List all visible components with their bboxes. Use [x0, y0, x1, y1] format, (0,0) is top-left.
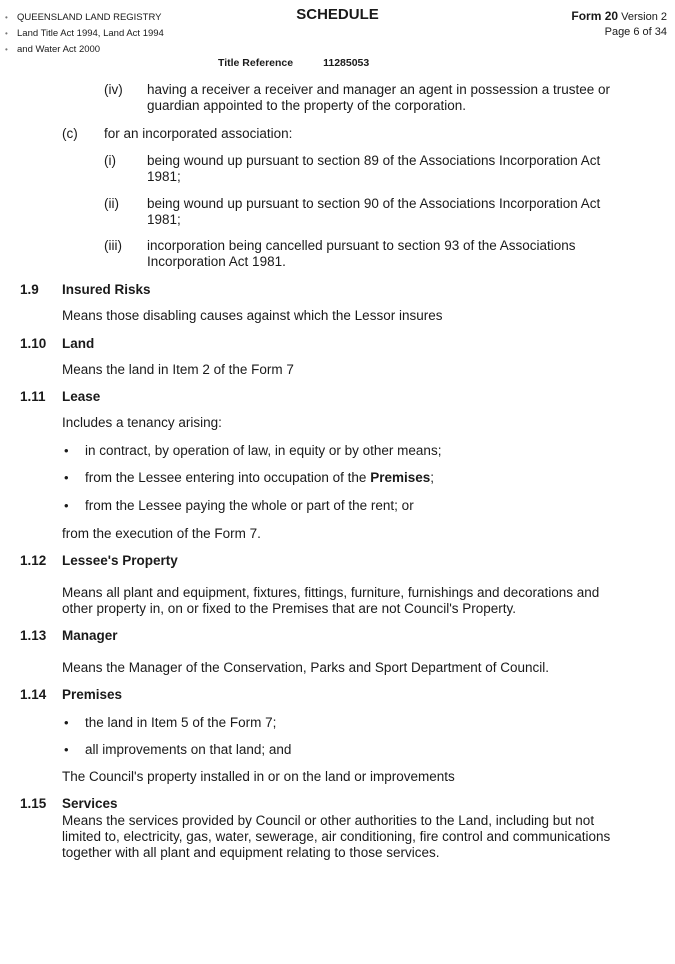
section-1-12-text	[62, 585, 599, 617]
section-1-11-number: 1.11	[20, 389, 46, 404]
form-version: Version 2	[621, 11, 667, 23]
item-c-iii-line-2: Incorporation Act 1981.	[147, 254, 286, 269]
registry-name: QUEENSLAND LAND REGISTRY	[17, 12, 162, 23]
item-c-iii-text	[147, 238, 576, 270]
section-1-9-text: Means those disabling causes against which the Lessor insures	[62, 308, 443, 323]
section-1-11-outro: from the execution of the Form 7.	[62, 526, 261, 541]
bullet-icon: •	[64, 470, 69, 485]
section-1-9-title: Insured Risks	[62, 282, 151, 297]
item-c-ii-text	[147, 196, 600, 228]
bullet-icon: •	[64, 443, 69, 458]
section-1-11-bullet-1: in contract, by operation of law, in equity or by other means;	[85, 443, 442, 458]
form-number: Form 20	[571, 9, 619, 23]
section-1-12-title: Lessee's Property	[62, 553, 178, 568]
section-1-13-number: 1.13	[20, 628, 47, 643]
item-c-i-number: (i)	[104, 153, 116, 168]
section-1-10-text: Means the land in Item 2 of the Form 7	[62, 362, 294, 377]
item-iv-number: (iv)	[104, 82, 123, 97]
item-c-text: for an incorporated association:	[104, 126, 293, 141]
bullet-2-punct: ;	[430, 470, 434, 485]
acts-line-2: and Water Act 2000	[17, 44, 101, 55]
bullet-icon: •	[64, 742, 69, 757]
section-1-15-number: 1.15	[20, 796, 47, 811]
item-c-number: (c)	[62, 126, 78, 141]
page-number: Page 6 of 34	[604, 26, 667, 38]
item-c-iii-line-1: incorporation being cancelled pursuant to section 93 of the Associations	[147, 238, 576, 253]
section-1-14-title: Premises	[62, 687, 123, 702]
section-1-11-title: Lease	[62, 389, 101, 404]
section-1-11-intro: Includes a tenancy arising:	[62, 415, 222, 430]
section-1-9-number: 1.9	[20, 282, 39, 297]
section-1-15-line-1: Means the services provided by Council or other authorities to the Land, including but not	[62, 813, 595, 828]
item-c-i-line-2: 1981;	[147, 169, 181, 184]
section-1-12-line-2: other property in, on or fixed to the Premises that are not Council's Property.	[62, 601, 517, 616]
margin-dot-icon: •	[5, 29, 8, 38]
section-1-10-title: Land	[62, 336, 95, 351]
item-iv-line-2: guardian appointed to the property of the corporation.	[147, 98, 466, 113]
section-1-14-outro: The Council's property installed in or on the land or improvements	[62, 769, 455, 784]
section-1-15-line-3: together with all plant and equipment relating to those services.	[62, 845, 440, 860]
section-1-15-title: Services	[62, 796, 118, 811]
item-c-i-line-1: being wound up pursuant to section 89 of the Associations Incorporation Act	[147, 153, 601, 168]
bullet-2-bold-term: Premises	[370, 470, 431, 485]
title-reference-value: 11285053	[323, 57, 370, 69]
item-iv-text	[147, 82, 610, 114]
item-c-ii-number: (ii)	[104, 196, 119, 211]
form-info	[571, 9, 667, 40]
schedule-heading: SCHEDULE	[296, 6, 379, 23]
item-c-ii-line-2: 1981;	[147, 212, 181, 227]
item-c-iii-number: (iii)	[104, 238, 122, 253]
bullet-2-text: from the Lessee entering into occupation of the	[85, 470, 371, 485]
section-1-11-bullet-3: from the Lessee paying the whole or part of the rent; or	[85, 498, 414, 513]
section-1-15-text	[62, 813, 610, 861]
bullet-icon: •	[64, 715, 69, 730]
section-1-14-number: 1.14	[20, 687, 47, 702]
section-1-12-number: 1.12	[20, 553, 47, 568]
item-iv-line-1: having a receiver a receiver and manager an agent in possession a trustee or	[147, 82, 611, 97]
margin-dot-icon: •	[5, 45, 8, 54]
section-1-15-line-2: limited to, electricity, gas, water, sewerage, air conditioning, fire control and communications	[62, 829, 611, 844]
section-1-14-bullet-1: the land in Item 5 of the Form 7;	[85, 715, 277, 730]
section-1-12-line-1: Means all plant and equipment, fixtures, fittings, furniture, furnishings and decorations and	[62, 585, 600, 600]
section-1-11-bullet-2	[85, 470, 434, 486]
section-1-13-text: Means the Manager of the Conservation, Parks and Sport Department of Council.	[62, 660, 550, 675]
margin-dot-icon: •	[5, 13, 8, 22]
item-c-ii-line-1: being wound up pursuant to section 90 of the Associations Incorporation Act	[147, 196, 601, 211]
section-1-10-number: 1.10	[20, 336, 47, 351]
bullet-icon: •	[64, 498, 69, 513]
acts-line-1: Land Title Act 1994, Land Act 1994	[17, 28, 164, 39]
item-c-i-text	[147, 153, 600, 185]
title-reference-label: Title Reference	[218, 57, 294, 69]
title-reference	[218, 57, 369, 69]
section-1-13-title: Manager	[62, 628, 118, 643]
section-1-14-bullet-2: all improvements on that land; and	[85, 742, 292, 757]
